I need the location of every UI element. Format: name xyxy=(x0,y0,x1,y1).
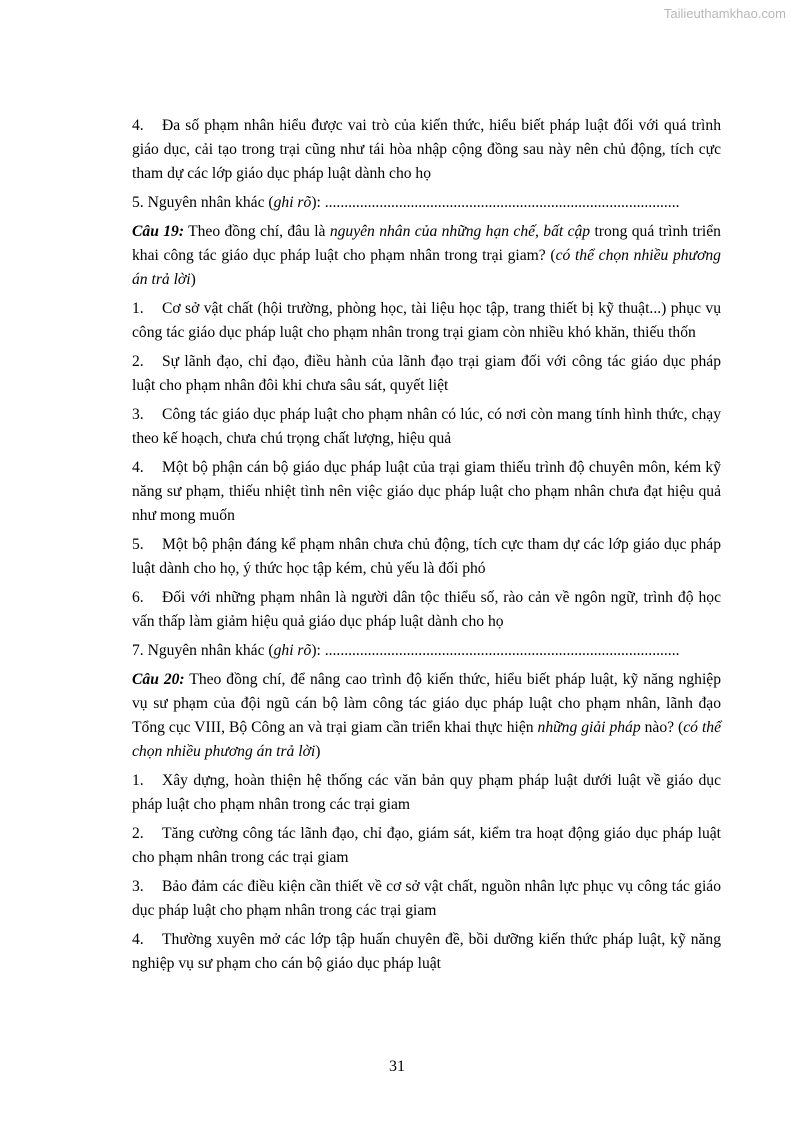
question-note: có thể chọn nhiều phương án trả lời xyxy=(132,247,721,288)
q20-option-2 xyxy=(132,822,721,870)
page-number: 31 xyxy=(389,1058,405,1075)
option-number: 4. xyxy=(132,459,144,476)
option-number: 3. xyxy=(132,406,144,423)
question-text: Theo đồng chí, để nâng cao trình độ kiến thức, hiểu biết pháp luật, kỹ năng nghiệp vụ sư phạm của đội ngũ cán bộ làm công tác giáo dục pháp luật cho phạm nhân, lãnh đạo Tổng cục VIII, Bộ Công an và trại giam cần triển khai thực hiện xyxy=(132,671,721,736)
question-text: nào? ( xyxy=(640,719,684,736)
q19-option-4 xyxy=(132,456,721,528)
question-text: ) xyxy=(315,743,321,760)
q20-option-3 xyxy=(132,875,721,923)
q19-option-1 xyxy=(132,297,721,345)
option-number: 1. xyxy=(132,772,144,789)
option-text: Công tác giáo dục pháp luật cho phạm nhân có lúc, có nơi còn mang tính hình thức, chạy theo kế hoạch, chưa chú trọng chất lượng, hiệu quả xyxy=(132,406,721,447)
q19-option-5 xyxy=(132,533,721,581)
option-text: Cơ sở vật chất (hội trường, phòng học, tài liệu học tập, trang thiết bị kỹ thuật...) phục vụ công tác giáo dục pháp luật cho phạm nhân trong trại giam còn nhiều khó khăn, thiếu thốn xyxy=(132,300,721,341)
q19-option-6 xyxy=(132,586,721,634)
question-text: trong quá trình triển khai công tác giáo dục pháp luật cho phạm nhân trong trại giam? ( xyxy=(132,223,721,264)
other-prefix: 7. Nguyên nhân khác ( xyxy=(132,642,274,659)
question-label: Câu 19: xyxy=(132,223,185,240)
question-20 xyxy=(132,668,721,764)
question-text: ) xyxy=(190,271,196,288)
option-text: Thường xuyên mở các lớp tập huấn chuyên đề, bồi dưỡng kiến thức pháp luật, kỹ năng nghiệp vụ sư phạm cho cán bộ giáo dục pháp luật xyxy=(132,931,721,972)
option-text: Đối với những phạm nhân là người dân tộc thiểu số, rào cản về ngôn ngữ, trình độ học vấn thấp làm giảm hiệu quả giáo dục pháp luật dành cho họ xyxy=(132,589,721,630)
q20-option-4 xyxy=(132,928,721,976)
option-number: 6. xyxy=(132,589,144,606)
other-italic: ghi rõ xyxy=(273,194,312,211)
option-text: Sự lãnh đạo, chỉ đạo, điều hành của lãnh đạo trại giam đối với công tác giáo dục pháp luật cho phạm nhân đôi khi chưa sâu sát, quyết liệt xyxy=(132,353,721,394)
option-text: Xây dựng, hoàn thiện hệ thống các văn bản quy phạm pháp luật dưới luật về giáo dục pháp luật cho phạm nhân trong các trại giam xyxy=(132,772,721,813)
option-number: 1. xyxy=(132,300,144,317)
q18-other-reason xyxy=(132,191,721,215)
other-dots: ): ........................................................................................... xyxy=(311,642,680,659)
option-number: 3. xyxy=(132,878,144,895)
option-text: Một bộ phận đáng kể phạm nhân chưa chủ động, tích cực tham dự các lớp giáo dục pháp luật dành cho họ, ý thức học tập kém, chủ yếu là đối phó xyxy=(132,536,721,577)
document-body xyxy=(132,114,721,981)
q19-other-reason xyxy=(132,639,721,663)
other-prefix: 5. Nguyên nhân khác ( xyxy=(132,194,274,211)
question-note: có thể chọn nhiều phương án trả lời xyxy=(132,719,721,760)
option-number: 2. xyxy=(132,353,144,370)
question-emphasis: nguyên nhân của những hạn chế, bất cập xyxy=(329,223,591,240)
option-text: Tăng cường công tác lãnh đạo, chỉ đạo, giám sát, kiểm tra hoạt động giáo dục pháp luật cho phạm nhân trong các trại giam xyxy=(132,825,721,866)
option-text: Bảo đảm các điều kiện cần thiết về cơ sở vật chất, nguồn nhân lực phục vụ công tác giáo dục pháp luật cho phạm nhân trong các trại giam xyxy=(132,878,721,919)
option-number: 4. xyxy=(132,931,144,948)
option-number: 5. xyxy=(132,536,144,553)
option-text: Một bộ phận cán bộ giáo dục pháp luật của trại giam thiếu trình độ chuyên môn, kém kỹ năng sư phạm, thiếu nhiệt tình nên việc giáo dục pháp luật cho phạm nhân chưa đạt hiệu quả như mong muốn xyxy=(132,459,721,524)
question-emphasis: những giải pháp xyxy=(537,719,641,736)
option-number: 2. xyxy=(132,825,144,842)
q18-option-4 xyxy=(132,114,721,186)
question-19 xyxy=(132,220,721,292)
question-label: Câu 20: xyxy=(132,671,185,688)
q19-option-2 xyxy=(132,350,721,398)
option-text: Đa số phạm nhân hiểu được vai trò của kiến thức, hiểu biết pháp luật đối với quá trình giáo dục, cải tạo trong trại cũng như tái hòa nhập cộng đồng sau này nên chủ động, tích cực tham dự các lớp giáo dục pháp luật dành cho họ xyxy=(132,117,721,182)
option-number: 4. xyxy=(132,117,144,134)
other-dots: ): ........................................................................................... xyxy=(311,194,680,211)
watermark-text: Tailieuthamkhao.com xyxy=(663,6,786,21)
q19-option-3 xyxy=(132,403,721,451)
q20-option-1 xyxy=(132,769,721,817)
other-italic: ghi rõ xyxy=(273,642,312,659)
question-text: Theo đồng chí, đâu là xyxy=(184,223,330,240)
